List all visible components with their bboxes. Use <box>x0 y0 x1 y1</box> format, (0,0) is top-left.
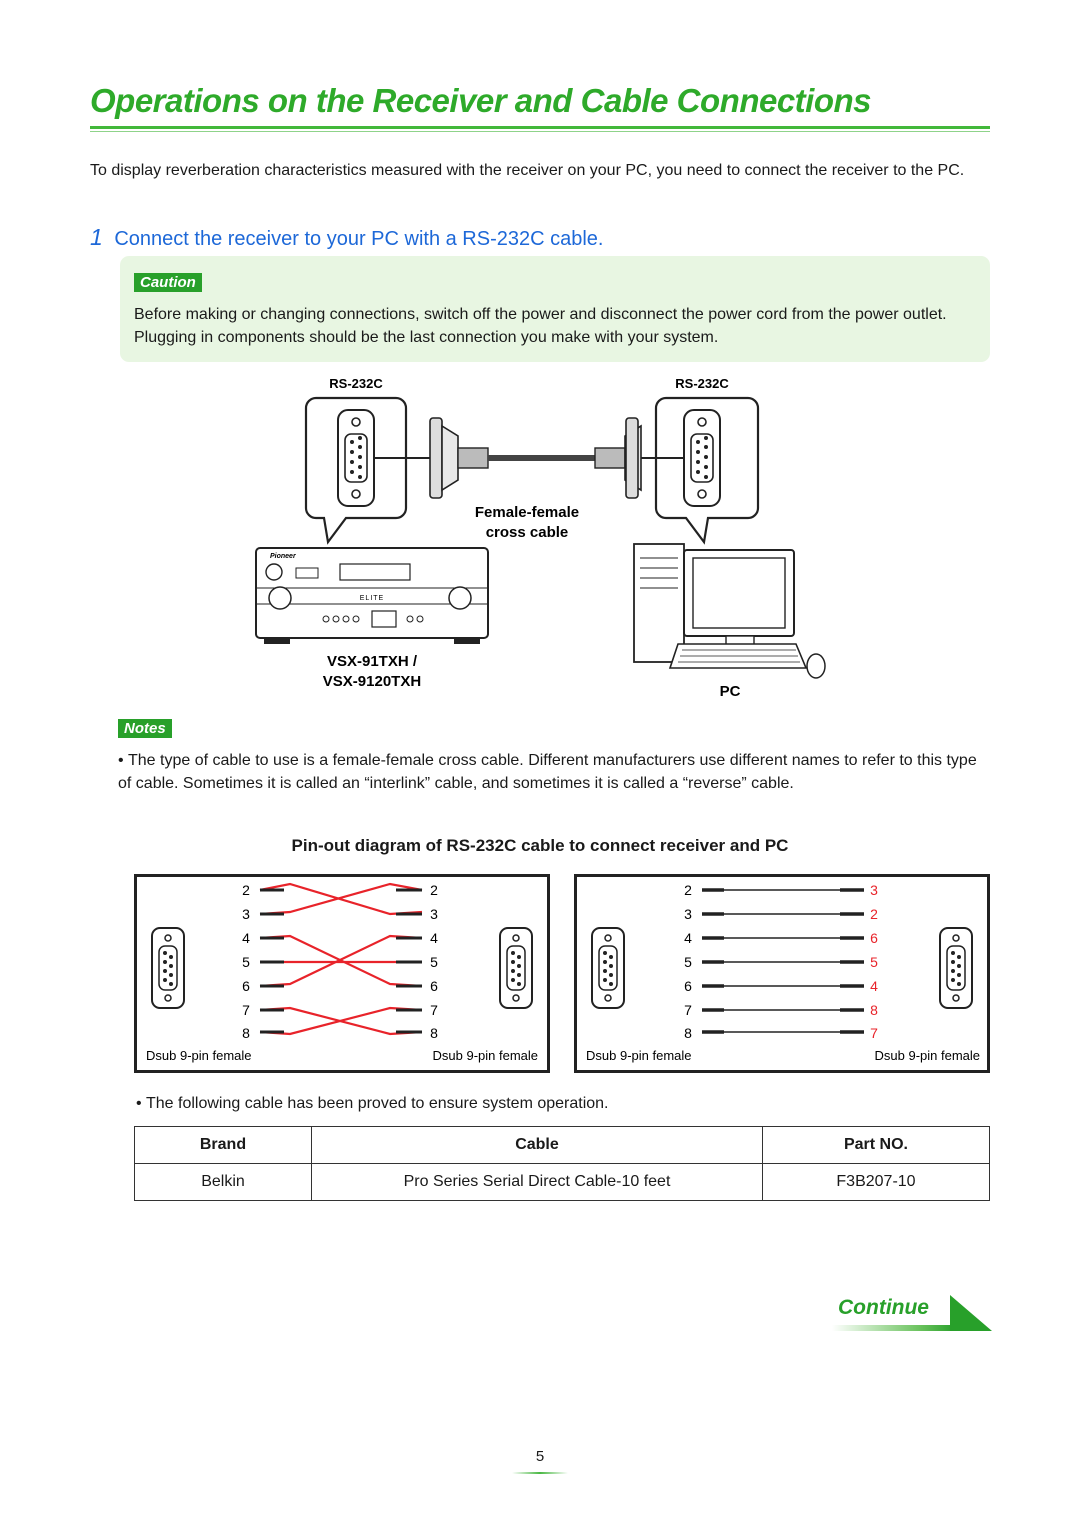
cross-cable-icon <box>430 418 641 498</box>
dsub-connector-icon <box>684 410 720 506</box>
page-number: 5 <box>535 1448 545 1465</box>
tested-cable-table <box>134 1126 990 1201</box>
note-tested-cable <box>136 1095 609 1113</box>
pin-label: 7 <box>242 1002 250 1018</box>
title-underline-thin <box>90 131 990 132</box>
step-number: 1 <box>90 224 103 250</box>
step-1-heading <box>90 224 603 251</box>
pinout-diagram-left <box>134 874 550 1074</box>
part-no-header: Part NO. <box>763 1127 990 1164</box>
pin-label: 4 <box>430 930 438 946</box>
pin-label: 8 <box>430 1025 438 1041</box>
cable-header: Cable <box>312 1127 763 1164</box>
pin-label: 4 <box>242 930 250 946</box>
pin-label: 6 <box>242 978 250 994</box>
receiver-model-line2: VSX-9120TXH <box>322 673 422 690</box>
part-no-cell: F3B207-10 <box>763 1164 990 1201</box>
table-row <box>135 1164 990 1201</box>
rs232c-label-left: RS-232C <box>329 376 383 391</box>
step-text: Connect the receiver to your PC with a RS-232C cable. <box>114 228 604 250</box>
cable-label-line2: cross cable <box>485 524 569 541</box>
pin-label: 6 <box>684 978 692 994</box>
dsub-connector-icon <box>500 928 532 1008</box>
dsub-connector-icon <box>338 410 374 506</box>
pin-label: 2 <box>870 906 878 922</box>
pc-rs232c-port-callout <box>640 398 758 542</box>
caution-label: Caution <box>134 273 202 292</box>
receiver-rs232c-port-callout <box>306 398 430 542</box>
page-number-rule <box>512 1472 568 1474</box>
pin-label: 3 <box>242 906 250 922</box>
pin-label: 3 <box>870 882 878 898</box>
note-item-text: The type of cable to use is a female-female cross cable. Different manufacturers use different names to refer to this type of cable. Sometimes it is called an “interlink” cable, and sometimes it is called a “reverse” cable. <box>118 752 977 792</box>
caution-text: Before making or changing connections, switch off the power and disconnect the power cord from the power outlet. Plugging in components should be the last connection you make with your system. <box>134 306 947 346</box>
connector-caption-left: Dsub 9-pin female <box>586 1048 692 1063</box>
pin-label: 8 <box>684 1025 692 1041</box>
pin-label: 8 <box>242 1025 250 1041</box>
receiver-model-line1: VSX-91TXH / <box>326 653 418 670</box>
pin-label: 7 <box>684 1002 692 1018</box>
pin-label: 2 <box>430 882 438 898</box>
pin-label: 5 <box>430 954 438 970</box>
pinout-heading: Pin-out diagram of RS-232C cable to connect receiver and PC <box>291 836 789 855</box>
pin-label: 8 <box>870 1002 878 1018</box>
dsub-connector-icon <box>592 928 624 1008</box>
pc-illustration <box>634 544 825 678</box>
receiver-brand: Pioneer <box>270 553 296 560</box>
cable-cell: Pro Series Serial Direct Cable-10 feet <box>312 1164 763 1201</box>
pin-label: 3 <box>430 906 438 922</box>
title-underline <box>90 126 990 129</box>
brand-header: Brand <box>135 1127 312 1164</box>
rs232c-label-right: RS-232C <box>675 376 729 391</box>
receiver-series: ELITE <box>359 595 385 602</box>
connector-caption-right: Dsub 9-pin female <box>432 1048 538 1063</box>
cable-label-line1: Female-female <box>474 504 580 521</box>
connection-illustration <box>230 368 850 708</box>
receiver-illustration <box>256 548 488 644</box>
page-title: Operations on the Receiver and Cable Connections <box>90 82 872 119</box>
pin-label: 5 <box>870 954 878 970</box>
pc-label: PC <box>719 683 741 700</box>
connector-caption-left: Dsub 9-pin female <box>146 1048 252 1063</box>
pin-label: 4 <box>684 930 692 946</box>
pin-label: 5 <box>242 954 250 970</box>
pinout-diagram-right <box>574 874 990 1074</box>
pin-label: 4 <box>870 978 878 994</box>
pin-label: 6 <box>430 978 438 994</box>
pin-label: 3 <box>684 906 692 922</box>
dsub-connector-icon <box>940 928 972 1008</box>
pin-label: 6 <box>870 930 878 946</box>
table-header-row <box>135 1127 990 1164</box>
pin-label: 5 <box>684 954 692 970</box>
continue-label: Continue <box>838 1296 929 1319</box>
note-bullet: • <box>118 752 124 769</box>
pin-label: 7 <box>870 1025 878 1041</box>
brand-cell: Belkin <box>135 1164 312 1201</box>
intro-paragraph: To display reverberation characteristics measured with the receiver on your PC, you need to connect the receiver to the PC. <box>90 162 965 179</box>
pin-label: 2 <box>242 882 250 898</box>
note-bullet: • <box>136 1095 142 1112</box>
notes-label: Notes <box>118 719 172 738</box>
note-item <box>118 749 988 795</box>
connector-caption-right: Dsub 9-pin female <box>874 1048 980 1063</box>
pin-label: 2 <box>684 882 692 898</box>
note-tested-cable-text: The following cable has been proved to ensure system operation. <box>146 1095 609 1112</box>
pin-label: 7 <box>430 1002 438 1018</box>
dsub-connector-icon <box>152 928 184 1008</box>
